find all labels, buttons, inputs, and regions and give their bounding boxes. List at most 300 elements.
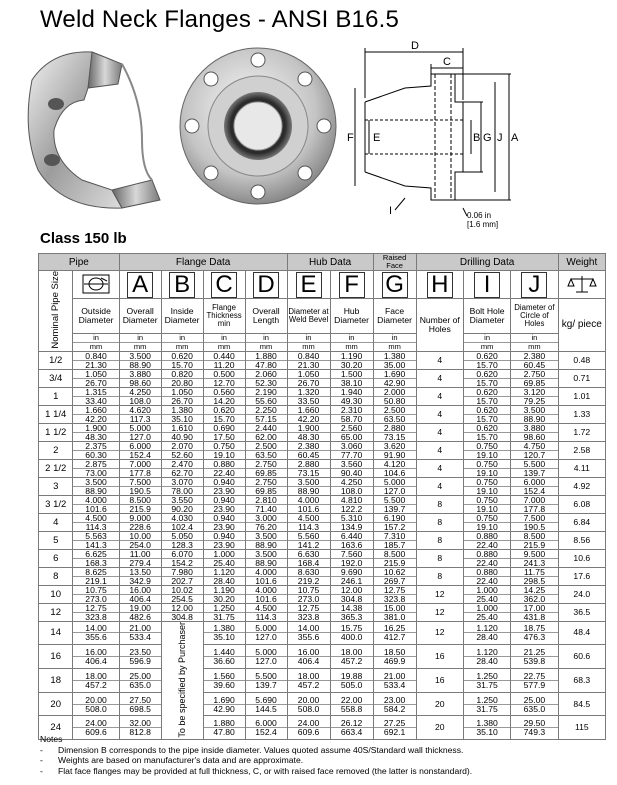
- j-cell: 11.75 298.5: [511, 567, 558, 585]
- b-cell: 2.070 52.60: [161, 441, 203, 459]
- letter-e: E: [296, 272, 322, 298]
- d-cell: 3.500 88.90: [245, 531, 287, 549]
- page-title: Weld Neck Flanges - ANSI B16.5: [40, 6, 400, 33]
- f-cell: 26.12 663.4: [330, 716, 373, 740]
- b-cell: 2.470 62.70: [161, 459, 203, 477]
- f-cell: 6.440 163.6: [330, 531, 373, 549]
- notes: [40, 734, 472, 776]
- c-cell: 0.940 23.90: [203, 477, 245, 495]
- f-cell: 9.690 246.1: [330, 567, 373, 585]
- unit-mm: mm: [89, 341, 103, 351]
- d-cell: 2.250 57.15: [245, 405, 287, 423]
- j-cell: 3.880 98.60: [511, 423, 558, 441]
- table-row: [39, 477, 606, 495]
- h-cell: 4: [416, 369, 463, 387]
- class-title: Class 150 lb: [40, 230, 127, 247]
- letter-i-cell: [463, 271, 510, 299]
- a-cell: 16.00 406.4: [119, 585, 161, 603]
- f-cell: 5.310 134.9: [330, 513, 373, 531]
- c-cell: 1.690 42.90: [203, 692, 245, 716]
- i-cell: 0.620 15.70: [463, 405, 510, 423]
- weight-cell: 0.48: [558, 351, 605, 369]
- e-cell: 8.630 219.2: [287, 567, 330, 585]
- unit-in: in: [204, 334, 245, 343]
- table-row: [39, 567, 606, 585]
- b-cell: 0.820 20.80: [161, 369, 203, 387]
- h-cell: 4: [416, 351, 463, 369]
- h-cell: 12: [416, 621, 463, 645]
- b-cell: 10.02 254.5: [161, 585, 203, 603]
- a-cell: 4.250 108.0: [119, 387, 161, 405]
- g-cell: 10.62 269.7: [373, 567, 416, 585]
- od-cell: 5.563 141.3: [73, 531, 119, 549]
- i-cell: 0.880 22.40: [463, 567, 510, 585]
- unit-in: in: [464, 334, 510, 343]
- unit-cell: [373, 333, 416, 351]
- a-cell: 13.50 342.9: [119, 567, 161, 585]
- weight-cell: 36.5: [558, 603, 605, 621]
- nps-cell: 1/2: [39, 351, 73, 369]
- unit-mm: mm: [388, 341, 401, 351]
- e-cell: 1.660 42.20: [287, 405, 330, 423]
- letter-row: [39, 271, 606, 299]
- i-cell: 0.750 19.10: [463, 477, 510, 495]
- d-cell: 4.000 101.6: [245, 567, 287, 585]
- weight-cell: 48.4: [558, 621, 605, 645]
- od-cell: 4.500 114.3: [73, 513, 119, 531]
- od-cell: 1.900 48.30: [73, 423, 119, 441]
- h-cell: 4: [416, 405, 463, 423]
- j-cell: 8.500 215.9: [511, 531, 558, 549]
- j-cell: 4.750 120.7: [511, 441, 558, 459]
- g-cell: 1.380 35.00: [373, 351, 416, 369]
- g-cell: 1.690 42.90: [373, 369, 416, 387]
- letter-h-cell: [416, 271, 463, 299]
- g-cell: 27.25 692.1: [373, 716, 416, 740]
- f-cell: 19.88 505.0: [330, 669, 373, 693]
- h-cell: 8: [416, 549, 463, 567]
- od-cell: 2.375 60.30: [73, 441, 119, 459]
- d-cell: 5.690 144.5: [245, 692, 287, 716]
- i-cell: 0.750 19.10: [463, 513, 510, 531]
- unit-mm: mm: [302, 341, 315, 351]
- j-cell: 7.000 177.8: [511, 495, 558, 513]
- nps-cell: 3/4: [39, 369, 73, 387]
- nps-cell: 8: [39, 567, 73, 585]
- group-pipe: Pipe: [39, 254, 120, 271]
- d-cell: 3.000 76.20: [245, 513, 287, 531]
- d-cell: 5.500 139.7: [245, 669, 287, 693]
- c-cell: 1.380 35.10: [203, 621, 245, 645]
- i-cell: 0.750 19.10: [463, 459, 510, 477]
- c-cell: 0.500 12.70: [203, 369, 245, 387]
- j-cell: 7.500 190.5: [511, 513, 558, 531]
- h-cell: 4: [416, 459, 463, 477]
- pipe-od-icon: [73, 271, 119, 299]
- i-cell: 0.620 15.70: [463, 423, 510, 441]
- letter-d: D: [253, 272, 279, 298]
- group-weight: Weight: [558, 254, 605, 271]
- od-cell: 20.00 508.0: [73, 692, 119, 716]
- c-cell: 0.880 22.40: [203, 459, 245, 477]
- weight-cell: 0.71: [558, 369, 605, 387]
- j-cell: 14.25 362.0: [511, 585, 558, 603]
- nps-cell: 12: [39, 603, 73, 621]
- i-cell: 0.620 15.70: [463, 351, 510, 369]
- nps-cell: 20: [39, 692, 73, 716]
- d-cell: 5.000 127.0: [245, 645, 287, 669]
- f-cell: 12.00 304.8: [330, 585, 373, 603]
- nps-cell: 5: [39, 531, 73, 549]
- weight-cell: 6.84: [558, 513, 605, 531]
- unit-in: in: [331, 334, 373, 343]
- od-cell: 14.00 355.6: [73, 621, 119, 645]
- table-row: [39, 621, 606, 645]
- letter-f: F: [339, 272, 365, 298]
- j-cell: 5.500 139.7: [511, 459, 558, 477]
- unit-cell: [119, 333, 161, 351]
- dim-letter-i: I: [389, 205, 393, 217]
- g-cell: 2.500 63.50: [373, 405, 416, 423]
- g-cell: 2.000 50.80: [373, 387, 416, 405]
- nps-cell: 4: [39, 513, 73, 531]
- letter-h: H: [427, 272, 453, 298]
- od-cell: 4.000 101.6: [73, 495, 119, 513]
- a-cell: 23.50 596.9: [119, 645, 161, 669]
- unit-in: in: [246, 334, 287, 343]
- nps-cell: 14: [39, 621, 73, 645]
- e-cell: 1.900 48.30: [287, 423, 330, 441]
- table-row: [39, 459, 606, 477]
- unit-cell: [161, 333, 203, 351]
- b-cell: 7.980 202.7: [161, 567, 203, 585]
- od-cell: 10.75 273.0: [73, 585, 119, 603]
- table-row: [39, 405, 606, 423]
- letter-b: B: [169, 272, 195, 298]
- g-cell: 8.500 215.9: [373, 549, 416, 567]
- letter-f-cell: [330, 271, 373, 299]
- i-cell: 1.250 31.75: [463, 692, 510, 716]
- table-row: [39, 603, 606, 621]
- notes-heading: Notes: [40, 734, 63, 744]
- j-cell: 3.500 88.90: [511, 405, 558, 423]
- f-cell: 1.500 38.10: [330, 369, 373, 387]
- group-header-row: [39, 254, 606, 271]
- j-cell: 2.750 69.85: [511, 369, 558, 387]
- desc-g: Face Diameter: [373, 299, 416, 334]
- c-cell: 0.620 15.70: [203, 405, 245, 423]
- b-cell: 1.610 40.90: [161, 423, 203, 441]
- raised-face-note-mm: [1.6 mm]: [467, 220, 499, 229]
- e-cell: 10.75 273.0: [287, 585, 330, 603]
- e-cell: 2.880 73.15: [287, 459, 330, 477]
- nps-cell: 16: [39, 645, 73, 669]
- c-cell: 0.940 23.90: [203, 495, 245, 513]
- c-cell: 1.560 39.60: [203, 669, 245, 693]
- note-item: - Weights are based on manufacturer's data and are approximate.: [40, 755, 472, 766]
- dim-letter-f: F: [347, 132, 354, 144]
- h-cell: 8: [416, 495, 463, 513]
- weight-cell: 4.92: [558, 477, 605, 495]
- e-cell: 1.050 26.70: [287, 369, 330, 387]
- c-cell: 0.940 23.90: [203, 531, 245, 549]
- i-cell: 0.880 22.40: [463, 549, 510, 567]
- h-cell: 8: [416, 567, 463, 585]
- h-cell: 12: [416, 585, 463, 603]
- b-cell: 1.050 26.70: [161, 387, 203, 405]
- od-cell: 3.500 88.90: [73, 477, 119, 495]
- g-cell: 15.00 381.0: [373, 603, 416, 621]
- a-cell: 3.880 98.60: [119, 369, 161, 387]
- letter-a: A: [127, 272, 153, 298]
- desc-h: Number of Holes: [416, 299, 463, 352]
- a-cell: 10.00 254.0: [119, 531, 161, 549]
- e-cell: 24.00 609.6: [287, 716, 330, 740]
- b-cell: 4.030 102.4: [161, 513, 203, 531]
- e-cell: 3.500 88.90: [287, 477, 330, 495]
- j-cell: 2.380 60.45: [511, 351, 558, 369]
- od-cell: 1.050 26.70: [73, 369, 119, 387]
- desc-c: Flange Thickness min: [203, 299, 245, 334]
- c-cell: 0.560 14.20: [203, 387, 245, 405]
- h-cell: 20: [416, 716, 463, 740]
- i-cell: 0.750 19.10: [463, 495, 510, 513]
- h-cell: 8: [416, 531, 463, 549]
- dim-letter-g: G: [483, 132, 492, 144]
- h-cell: 16: [416, 645, 463, 669]
- d-cell: 2.190 55.60: [245, 387, 287, 405]
- j-cell: 25.00 635.0: [511, 692, 558, 716]
- unit-mm: mm: [217, 341, 231, 351]
- h-cell: 4: [416, 477, 463, 495]
- letter-g-cell: [373, 271, 416, 299]
- d-cell: 2.500 63.50: [245, 441, 287, 459]
- nps-cell: 1: [39, 387, 73, 405]
- table-row: [39, 669, 606, 693]
- unit-cell: [330, 333, 373, 351]
- table-row: [39, 585, 606, 603]
- d-cell: 1.880 47.80: [245, 351, 287, 369]
- a-cell: 11.00 279.4: [119, 549, 161, 567]
- unit-cell: [511, 333, 558, 351]
- h-cell: 4: [416, 387, 463, 405]
- letter-i: I: [474, 272, 500, 298]
- od-cell: 24.00 609.6: [73, 716, 119, 740]
- c-cell: 0.940 23.90: [203, 513, 245, 531]
- desc-od: Outside Diameter: [73, 299, 119, 334]
- e-cell: 20.00 508.0: [287, 692, 330, 716]
- i-cell: 0.620 15.70: [463, 387, 510, 405]
- d-cell: 6.000 152.4: [245, 716, 287, 740]
- h-cell: 4: [416, 423, 463, 441]
- weight-cell: 60.6: [558, 645, 605, 669]
- f-cell: 4.810 122.2: [330, 495, 373, 513]
- d-cell: 3.500 88.90: [245, 549, 287, 567]
- table-row: [39, 369, 606, 387]
- j-cell: 22.75 577.9: [511, 669, 558, 693]
- f-cell: 2.310 58.70: [330, 405, 373, 423]
- d-cell: 2.810 71.40: [245, 495, 287, 513]
- c-cell: 1.250 31.75: [203, 603, 245, 621]
- c-cell: 0.440 11.20: [203, 351, 245, 369]
- e-cell: 0.840 21.30: [287, 351, 330, 369]
- c-cell: 1.000 25.40: [203, 549, 245, 567]
- weight-cell: 115: [558, 716, 605, 740]
- od-cell: 18.00 457.2: [73, 669, 119, 693]
- a-cell: 7.000 177.8: [119, 459, 161, 477]
- j-cell: 18.75 476.3: [511, 621, 558, 645]
- scale-icon: [558, 271, 605, 299]
- nps-cell: 1 1/2: [39, 423, 73, 441]
- i-cell: 1.120 28.40: [463, 621, 510, 645]
- a-cell: 4.620 117.3: [119, 405, 161, 423]
- i-cell: 1.380 35.10: [463, 716, 510, 740]
- a-cell: 9.000 228.6: [119, 513, 161, 531]
- nps-cell: 24: [39, 716, 73, 740]
- g-cell: 4.120 104.6: [373, 459, 416, 477]
- dim-letter-b: B: [473, 132, 481, 144]
- weight-cell: 1.72: [558, 423, 605, 441]
- g-cell: 6.190 157.2: [373, 513, 416, 531]
- letter-c-cell: [203, 271, 245, 299]
- od-cell: 8.625 219.1: [73, 567, 119, 585]
- table-row: [39, 387, 606, 405]
- letter-g: G: [382, 272, 408, 298]
- e-cell: 4.500 114.3: [287, 513, 330, 531]
- f-cell: 3.060 77.70: [330, 441, 373, 459]
- desc-a: Overall Diameter: [119, 299, 161, 334]
- weight-cell: 6.08: [558, 495, 605, 513]
- od-cell: 16.00 406.4: [73, 645, 119, 669]
- nps-cell: 3: [39, 477, 73, 495]
- weight-cell: 2.58: [558, 441, 605, 459]
- letter-d-cell: [245, 271, 287, 299]
- a-cell: 8.500 215.9: [119, 495, 161, 513]
- group-raised-face: Raised Face: [373, 254, 416, 271]
- b-cell: 6.070 154.2: [161, 549, 203, 567]
- od-cell: 2.875 73.00: [73, 459, 119, 477]
- letter-j-cell: [511, 271, 558, 299]
- weight-cell: 84.5: [558, 692, 605, 716]
- desc-j: Diameter of Circle of Holes: [511, 299, 558, 334]
- desc-e: Diameter at Weld Bevel: [287, 299, 330, 334]
- f-cell: 18.00 457.2: [330, 645, 373, 669]
- nps-cell: 3 1/2: [39, 495, 73, 513]
- weight-cell: 1.33: [558, 405, 605, 423]
- od-cell: 6.625 168.3: [73, 549, 119, 567]
- g-cell: 2.880 73.15: [373, 423, 416, 441]
- a-cell: 32.00 812.8: [119, 716, 161, 740]
- nps-header: Nominal Pipe Size: [39, 271, 73, 352]
- f-cell: 2.560 65.00: [330, 423, 373, 441]
- dim-letter-d: D: [411, 40, 419, 52]
- nps-cell: 10: [39, 585, 73, 603]
- unit-mm: mm: [480, 341, 494, 351]
- unit-mm: mm: [345, 341, 358, 351]
- d-cell: 4.000 101.6: [245, 585, 287, 603]
- d-cell: 2.440 62.00: [245, 423, 287, 441]
- g-cell: 16.25 412.7: [373, 621, 416, 645]
- letter-c: C: [211, 272, 237, 298]
- table-row: [39, 513, 606, 531]
- g-cell: 23.00 584.2: [373, 692, 416, 716]
- od-cell: 1.660 42.20: [73, 405, 119, 423]
- f-cell: 22.00 558.8: [330, 692, 373, 716]
- flange-dimension-drawing: [345, 38, 595, 233]
- e-cell: 18.00 457.2: [287, 669, 330, 693]
- description-row: [39, 299, 606, 334]
- b-cell: 3.550 90.20: [161, 495, 203, 513]
- unit-in: in: [120, 334, 161, 343]
- unit-row: [39, 333, 606, 351]
- g-cell: 7.310 185.7: [373, 531, 416, 549]
- dim-letter-e: E: [373, 132, 381, 144]
- a-cell: 21.00 533.4: [119, 621, 161, 645]
- i-cell: 1.250 31.75: [463, 669, 510, 693]
- j-cell: 21.25 539.8: [511, 645, 558, 669]
- g-cell: 21.00 533.4: [373, 669, 416, 693]
- unit-mm: mm: [175, 341, 189, 351]
- b-cell: 0.620 15.70: [161, 351, 203, 369]
- f-cell: 15.75 400.0: [330, 621, 373, 645]
- j-cell: 17.00 431.8: [511, 603, 558, 621]
- nps-cell: 2: [39, 441, 73, 459]
- group-drilling: Drilling Data: [416, 254, 558, 271]
- c-cell: 0.690 17.50: [203, 423, 245, 441]
- dim-letter-j: J: [497, 132, 503, 144]
- e-cell: 1.320 33.50: [287, 387, 330, 405]
- j-cell: 9.500 241.3: [511, 549, 558, 567]
- i-cell: 0.620 15.70: [463, 369, 510, 387]
- nps-cell: 6: [39, 549, 73, 567]
- unit-cell: [203, 333, 245, 351]
- h-cell: 4: [416, 441, 463, 459]
- weight-cell: 8.56: [558, 531, 605, 549]
- group-flange: Flange Data: [119, 254, 287, 271]
- b-cell: 12.00 304.8: [161, 603, 203, 621]
- letter-e-cell: [287, 271, 330, 299]
- purchaser-note: To be specified by Purchaser: [161, 621, 203, 740]
- unit-mm: mm: [259, 341, 273, 351]
- table-row: [39, 549, 606, 567]
- dim-letter-c: C: [443, 56, 451, 68]
- a-cell: 19.00 482.6: [119, 603, 161, 621]
- letter-b-cell: [161, 271, 203, 299]
- e-cell: 2.380 60.45: [287, 441, 330, 459]
- unit-cell: [245, 333, 287, 351]
- g-cell: 5.000 127.0: [373, 477, 416, 495]
- f-cell: 1.190 30.20: [330, 351, 373, 369]
- a-cell: 7.500 190.5: [119, 477, 161, 495]
- g-cell: 18.50 469.9: [373, 645, 416, 669]
- d-cell: 5.000 127.0: [245, 621, 287, 645]
- i-cell: 1.000 25.40: [463, 585, 510, 603]
- d-cell: 4.500 114.3: [245, 603, 287, 621]
- cutaway-flange-illustration: [22, 40, 170, 212]
- g-cell: 5.500 139.7: [373, 495, 416, 513]
- note-item: - Dimension B corresponds to the pipe inside diameter. Values quoted assume 40S/Standard wall thickness.: [40, 745, 472, 756]
- weight-cell: 1.01: [558, 387, 605, 405]
- g-cell: 3.620 91.90: [373, 441, 416, 459]
- unit-in: in: [288, 334, 330, 343]
- unit-in: in: [511, 334, 557, 343]
- unit-mm: mm: [133, 341, 147, 351]
- od-cell: 1.315 33.40: [73, 387, 119, 405]
- unit-in: in: [73, 334, 118, 343]
- f-cell: 7.560 192.0: [330, 549, 373, 567]
- od-cell: 0.840 21.30: [73, 351, 119, 369]
- e-cell: 14.00 355.6: [287, 621, 330, 645]
